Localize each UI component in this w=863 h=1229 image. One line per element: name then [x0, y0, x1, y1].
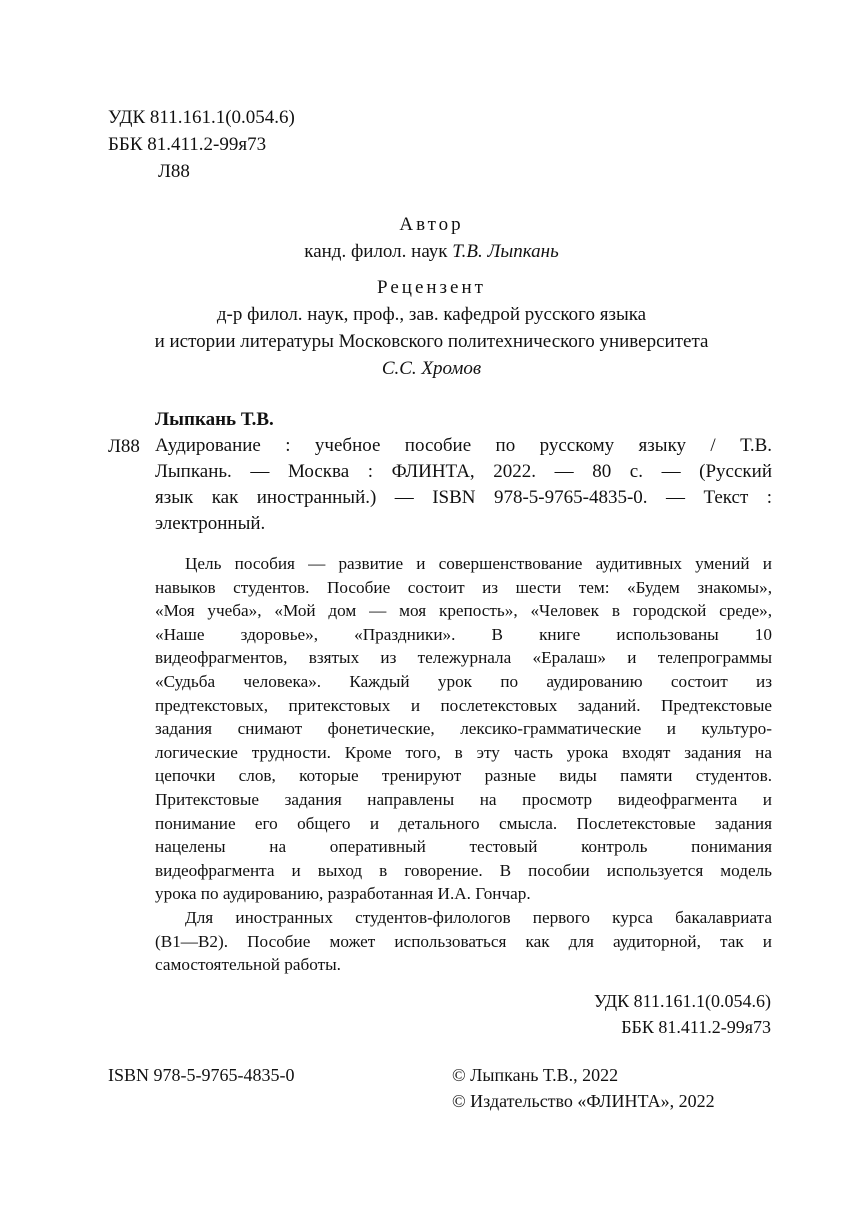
annotation-line: предтекстовых, притекстовых и послетекстовых заданий. Предтекстовые [155, 695, 772, 715]
entry-code: Л88 [108, 436, 140, 457]
annotation-line: видеофрагментов, взятых из тележурнала «Ералаш» и телепрограммы [155, 648, 772, 668]
annotation-line: логические трудности. Кроме того, в эту часть урока входят задания на [155, 742, 772, 762]
entry-line: электронный. [155, 513, 266, 534]
footer-bbk-code: ББК 81.411.2-99я73 [621, 1017, 771, 1037]
annotation-line: Для иностранных студентов-филологов первого курса бакалавриата [185, 907, 772, 927]
reviewer-position-line-1: д-р филол. наук, проф., зав. кафедрой русского языка [216, 304, 647, 325]
annotation-line: урока по аудированию, разработанная И.А. Гончар. [155, 884, 531, 904]
annotation-line: Цель пособия — развитие и совершенствование аудитивных умений и [185, 554, 772, 573]
entry-line: Лыпкань. — Москва : ФЛИНТА, 2022. — 80 с. — (Русский [155, 461, 772, 482]
annotation-line: нацелены на оперативный тестовый контроль понимания [155, 837, 772, 857]
annotation-line: «Судьба человека». Каждый урок по аудированию состоит из [155, 671, 772, 691]
footer-udk-code: УДК 811.161.1(0.054.6) [593, 991, 771, 1011]
bibliographic-entry [155, 433, 772, 537]
copyright-publisher: © Издательство «ФЛИНТА», 2022 [452, 1091, 715, 1111]
annotation-line: видеофрагмента и выход в говорение. В пособии используется модель [155, 860, 772, 880]
isbn: ISBN 978-5-9765-4835-0 [108, 1065, 295, 1085]
annotation-line: задания снимают фонетические, лексико-грамматические и культуро- [155, 719, 772, 739]
annotation-line: навыков студентов. Пособие состоит из шести тем: «Будем знакомы», [155, 577, 772, 597]
annotation [155, 552, 772, 977]
annotation-line: «Моя учеба», «Мой дом — моя крепость», «Человек в городской среде», [155, 601, 772, 621]
reviewer-position-line-2: и истории литературы Московского политехнического университета [154, 331, 709, 352]
annotation-line: цепочки слов, которые тренируют разные виды памяти студентов. [155, 766, 772, 786]
author-heading: Автор [399, 214, 464, 235]
author-degree: канд. филол. наук [304, 241, 453, 262]
author-line [0, 238, 863, 265]
annotation-line: «Наше здоровье», «Праздники». В книге использованы 10 [155, 624, 772, 644]
entry-author-heading: Лыпкань Т.В. [155, 409, 274, 430]
annotation-line: понимание его общего и детального смысла. Послетекстовые задания [155, 813, 772, 833]
bbk-code: ББК 81.411.2-99я73 [108, 134, 267, 155]
author-sign-code: Л88 [158, 161, 190, 182]
reviewer-name: С.С. Хромов [381, 358, 482, 379]
annotation-line: самостоятельной работы. [155, 955, 341, 975]
annotation-line: (B1—B2). Пособие может использоваться как для аудиторной, так и [155, 931, 772, 951]
entry-line: язык как иностранный.) — ISBN 978-5-9765-4835-0. — Текст : [155, 487, 772, 508]
annotation-line: Притекстовые задания направлены на просмотр видеофрагмента и [155, 789, 772, 809]
reviewer-heading: Рецензент [377, 277, 486, 298]
udk-code: УДК 811.161.1(0.054.6) [108, 107, 295, 128]
entry-line: Аудирование : учебное пособие по русскому языку / Т.В. [155, 435, 772, 456]
copyright-author: © Лыпкань Т.В., 2022 [452, 1065, 619, 1085]
author-name: Т.В. Лыпкань [452, 241, 559, 262]
